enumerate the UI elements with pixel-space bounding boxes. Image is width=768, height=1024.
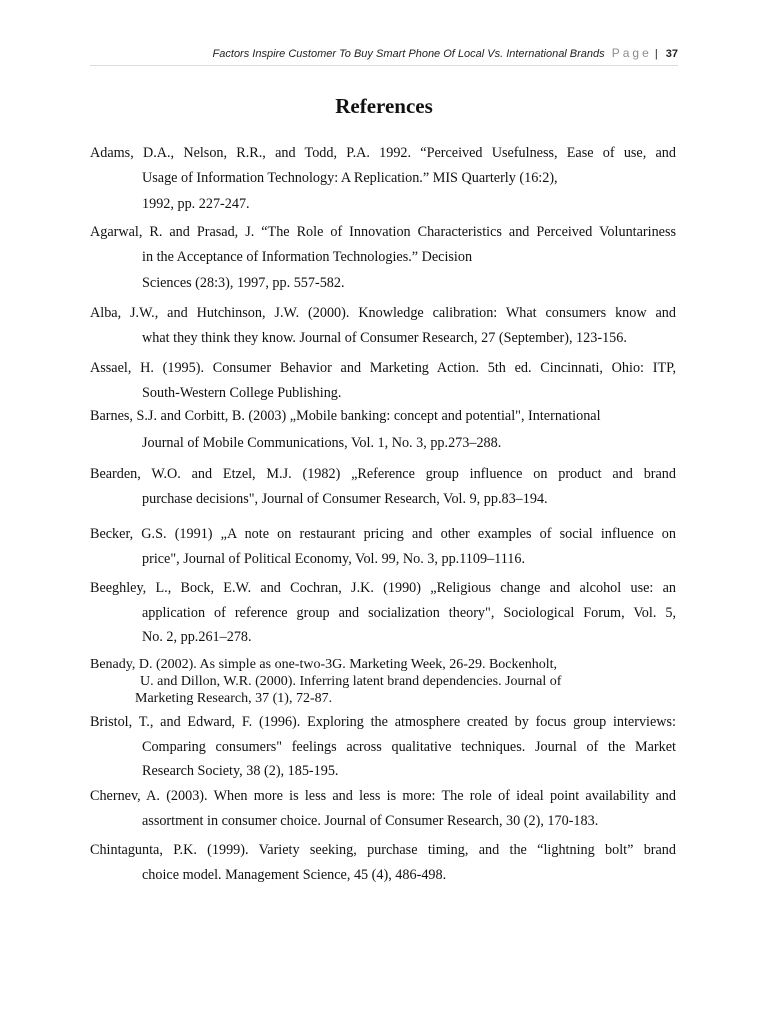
- reference-line: application of reference group and socialization theory", Sociological Forum, Vol. 5,: [142, 604, 676, 621]
- reference-line: South-Western College Publishing.: [142, 384, 342, 401]
- reference-line: Research Society, 38 (2), 185-195.: [142, 763, 339, 779]
- reference-line: Chernev, A. (2003). When more is less and less is more: The role of ideal point availability and: [90, 788, 676, 804]
- reference-line: Benady, D. (2002). As simple as one-two-3G. Marketing Week, 26-29. Bockenholt,: [90, 657, 558, 672]
- reference-line: Sciences (28:3), 1997, pp. 557-582.: [142, 275, 345, 291]
- header-title: Factors Inspire Customer To Buy Smart Phone Of Local Vs. International Brands: [212, 48, 605, 60]
- reference-line: Becker, G.S. (1991) „A note on restaurant pricing and other examples of social influence on: [90, 526, 676, 542]
- reference-line: U. and Dillon, W.R. (2000). Inferring latent brand dependencies. Journal of: [140, 674, 562, 689]
- reference-line: 1992, pp. 227-247.: [142, 196, 250, 212]
- reference-line: Alba, J.W., and Hutchinson, J.W. (2000). Knowledge calibration: What consumers know and: [90, 305, 676, 321]
- page-number: 37: [665, 48, 678, 60]
- reference-line: No. 2, pp.261–278.: [142, 629, 252, 645]
- reference-entry: [90, 784, 676, 833]
- page-title: References: [335, 94, 433, 118]
- reference-line: what they think they know. Journal of Consumer Research, 27 (September), 123-156.: [142, 329, 627, 346]
- reference-line: Barnes, S.J. and Corbitt, B. (2003) „Mobile banking: concept and potential", International: [90, 408, 601, 424]
- reference-entry: [90, 301, 676, 350]
- reference-line: assortment in consumer choice. Journal of Consumer Research, 30 (2), 170-183.: [142, 812, 599, 829]
- reference-line: purchase decisions", Journal of Consumer Research, Vol. 9, pp.83–194.: [142, 490, 548, 507]
- reference-entry: [90, 576, 676, 650]
- reference-line: Journal of Mobile Communications, Vol. 1, No. 3, pp.273–288.: [142, 434, 502, 451]
- reference-entry: [90, 656, 676, 707]
- reference-line: Adams, D.A., Nelson, R.R., and Todd, P.A. 1992. “Perceived Usefulness, Ease of use, and: [90, 145, 676, 161]
- reference-entry: [90, 838, 676, 887]
- reference-line: Bristol, T., and Edward, F. (1996). Exploring the atmosphere created by focus group interviews:: [90, 714, 676, 730]
- header-separator: |: [654, 48, 658, 60]
- reference-line: Beeghley, L., Bock, E.W. and Cochran, J.K. (1990) „Religious change and alcohol use: an: [90, 580, 676, 596]
- reference-entry: [90, 404, 676, 455]
- reference-line: Comparing consumers" feelings across qualitative techniques. Journal of the Market: [142, 738, 676, 755]
- reference-entry: [90, 141, 676, 217]
- reference-line: price", Journal of Political Economy, Vol. 99, No. 3, pp.1109–1116.: [142, 550, 526, 567]
- reference-entry: [90, 462, 676, 511]
- reference-entry: [90, 710, 676, 784]
- reference-line: in the Acceptance of Information Technologies.” Decision: [142, 248, 473, 265]
- reference-entry: [90, 356, 676, 405]
- reference-line: Marketing Research, 37 (1), 72-87.: [135, 691, 333, 706]
- reference-line: Agarwal, R. and Prasad, J. “The Role of Innovation Characteristics and Perceived Voluntariness: [90, 224, 676, 240]
- reference-line: Bearden, W.O. and Etzel, M.J. (1982) „Reference group influence on product and brand: [90, 466, 676, 482]
- header-page-label: Page: [611, 46, 652, 60]
- reference-line: Usage of Information Technology: A Replication.” MIS Quarterly (16:2),: [142, 169, 558, 186]
- reference-line: choice model. Management Science, 45 (4), 486-498.: [142, 866, 447, 883]
- reference-entry: [90, 522, 676, 571]
- reference-entry: [90, 220, 676, 296]
- reference-line: Chintagunta, P.K. (1999). Variety seeking, purchase timing, and the “lightning bolt” brand: [90, 842, 676, 858]
- reference-line: Assael, H. (1995). Consumer Behavior and Marketing Action. 5th ed. Cincinnati, Ohio: ITP,: [90, 360, 676, 376]
